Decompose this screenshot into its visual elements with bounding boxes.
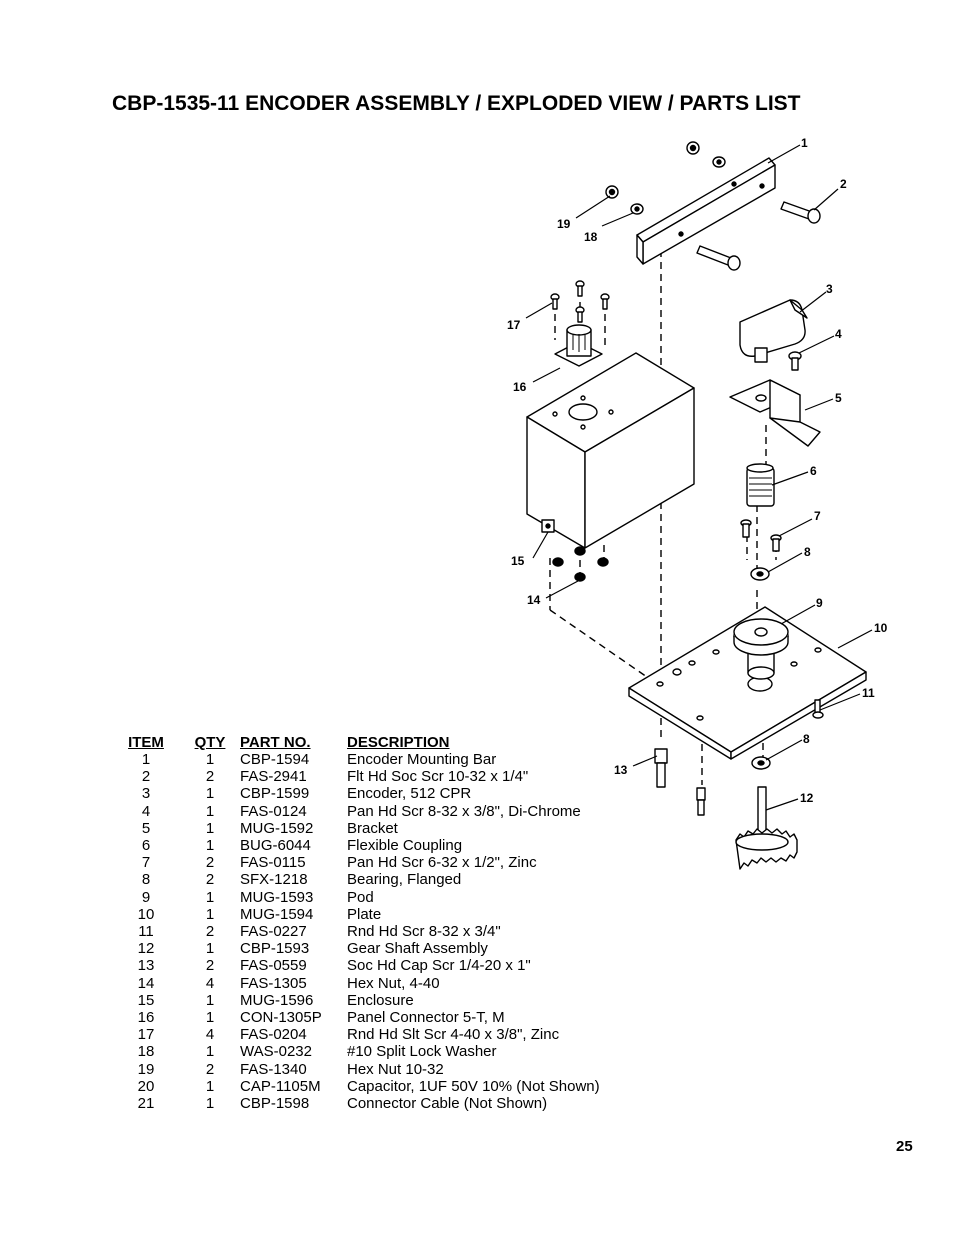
callout-label: 17	[507, 318, 521, 332]
table-row	[112, 1026, 600, 1043]
qty-cell: 1	[205, 1043, 215, 1061]
qty-cell: 1	[205, 837, 215, 855]
qty-cell: 1	[205, 1077, 215, 1095]
enclosure	[527, 353, 694, 548]
qty-cell: 2	[205, 854, 215, 872]
item-cell: 9	[141, 888, 151, 906]
description-cell: Encoder, 512 CPR	[347, 785, 472, 803]
part-no-cell: CBP-1599	[240, 785, 310, 803]
item-cell: 15	[137, 991, 155, 1009]
parts-list-body	[112, 751, 600, 1112]
description-cell: Bracket	[347, 819, 398, 837]
qty-cell: 2	[205, 923, 215, 941]
panel-connector	[555, 325, 602, 366]
flexible-coupling	[747, 464, 774, 506]
description-cell: Gear Shaft Assembly	[347, 940, 488, 958]
table-row	[112, 1078, 600, 1095]
item-cell: 3	[141, 785, 151, 803]
item-cell: 10	[137, 905, 155, 923]
description-cell: Rnd Hd Scr 8-32 x 3/4"	[347, 923, 501, 941]
callout-label: 1	[801, 136, 808, 150]
callout-label: 14	[527, 593, 541, 607]
item-cell: 16	[137, 1009, 155, 1027]
table-row	[112, 820, 600, 837]
parts-list-header	[112, 734, 600, 751]
qty-cell: 1	[205, 1095, 215, 1113]
qty-cell: 4	[205, 1026, 215, 1044]
part-no-cell: FAS-0124	[240, 802, 307, 820]
description-header: DESCRIPTION	[347, 734, 450, 751]
qty-cell: 4	[205, 974, 215, 992]
item-cell: 19	[137, 1060, 155, 1078]
part-no-cell: MUG-1594	[240, 905, 314, 923]
page-title: CBP-1535-11 ENCODER ASSEMBLY / EXPLODED VIEW / PARTS LIST	[112, 92, 801, 115]
table-row	[112, 751, 600, 768]
part-no-cell: FAS-0204	[240, 1026, 307, 1044]
table-row	[112, 1095, 600, 1112]
item-cell: 8	[141, 871, 151, 889]
callout-label: 3	[826, 282, 833, 296]
part-no-cell: FAS-0559	[240, 957, 307, 975]
part-no-cell: CBP-1594	[240, 751, 310, 768]
description-cell: Connector Cable (Not Shown)	[347, 1095, 548, 1113]
item-cell: 14	[137, 974, 155, 992]
item-cell: 5	[141, 819, 151, 837]
socket-head-cap-screw	[655, 749, 705, 815]
part-no-cell: MUG-1593	[240, 888, 314, 906]
part-no-cell: BUG-6044	[240, 837, 311, 855]
callout-label: 10	[874, 621, 888, 635]
description-cell: Bearing, Flanged	[347, 871, 462, 889]
item-cell: 20	[137, 1077, 155, 1095]
part-no-cell: WAS-0232	[240, 1043, 312, 1061]
item-cell: 2	[141, 768, 151, 786]
callout-label: 16	[513, 380, 527, 394]
callout-label: 2	[840, 177, 847, 191]
qty-cell: 1	[205, 819, 215, 837]
table-row	[112, 854, 600, 871]
description-cell: Soc Hd Cap Scr 1/4-20 x 1"	[347, 957, 531, 975]
table-row	[112, 906, 600, 923]
callout-label: 18	[584, 230, 598, 244]
part-no-cell: CAP-1105M	[240, 1077, 321, 1095]
description-cell: Pod	[347, 888, 374, 906]
hex-nut-10-32	[606, 142, 699, 198]
description-cell: Rnd Hd Slt Scr 4-40 x 3/8", Zinc	[347, 1026, 560, 1044]
part-no-cell: FAS-1340	[240, 1060, 307, 1078]
callout-label: 5	[835, 391, 842, 405]
qty-cell: 1	[205, 888, 215, 906]
part-no-cell: MUG-1592	[240, 819, 314, 837]
table-row	[112, 1009, 600, 1026]
bracket	[730, 380, 820, 446]
round-head-slotted-screw	[551, 281, 609, 322]
qty-cell: 2	[205, 1060, 215, 1078]
item-cell: 1	[141, 751, 151, 768]
description-cell: Hex Nut, 4-40	[347, 974, 440, 992]
part-no-header: PART NO.	[240, 734, 311, 751]
callout-label: 11	[862, 686, 875, 700]
qty-cell: 2	[205, 957, 215, 975]
part-no-cell: CON-1305P	[240, 1009, 322, 1027]
table-row	[112, 803, 600, 820]
callout-label: 13	[614, 763, 628, 777]
item-cell: 17	[137, 1026, 155, 1044]
description-cell: Flexible Coupling	[347, 837, 463, 855]
description-cell: Enclosure	[347, 991, 414, 1009]
parts-list-table	[112, 734, 600, 1112]
description-cell: Plate	[347, 905, 382, 923]
pan-head-screw-6-32	[741, 520, 781, 551]
table-row	[112, 940, 600, 957]
qty-cell: 1	[205, 991, 215, 1009]
table-row	[112, 871, 600, 888]
qty-header: QTY	[194, 734, 226, 751]
description-cell: Hex Nut 10-32	[347, 1060, 444, 1078]
part-no-cell: SFX-1218	[240, 871, 308, 889]
callout-label: 19	[557, 217, 571, 231]
qty-cell: 2	[205, 768, 215, 786]
item-cell: 6	[141, 837, 151, 855]
item-cell: 13	[137, 957, 155, 975]
description-cell: Panel Connector 5-T, M	[347, 1009, 505, 1027]
table-row	[112, 1043, 600, 1060]
table-row	[112, 889, 600, 906]
callout-label: 4	[835, 327, 842, 341]
item-cell: 7	[141, 854, 151, 872]
qty-cell: 1	[205, 751, 215, 768]
page-number: 25	[896, 1138, 913, 1155]
table-row	[112, 768, 600, 785]
description-cell: #10 Split Lock Washer	[347, 1043, 497, 1061]
callout-label: 8	[803, 732, 810, 746]
table-row	[112, 1061, 600, 1078]
part-no-cell: FAS-0227	[240, 923, 307, 941]
part-no-cell: CBP-1598	[240, 1095, 310, 1113]
qty-cell: 2	[205, 871, 215, 889]
table-row	[112, 923, 600, 940]
qty-cell: 1	[205, 802, 215, 820]
table-row	[112, 992, 600, 1009]
qty-cell: 1	[205, 1009, 215, 1027]
description-cell: Pan Hd Scr 8-32 x 3/8", Di-Chrome	[347, 802, 581, 820]
callout-label: 12	[800, 791, 814, 805]
qty-cell: 1	[205, 905, 215, 923]
item-cell: 11	[138, 923, 154, 941]
callout-label: 6	[810, 464, 817, 478]
item-cell: 18	[137, 1043, 155, 1061]
part-no-cell: FAS-2941	[240, 768, 307, 786]
callout-label: 7	[814, 509, 821, 523]
description-cell: Encoder Mounting Bar	[347, 751, 497, 768]
table-row	[112, 957, 600, 974]
part-no-cell: FAS-0115	[240, 854, 306, 872]
description-cell: Flt Hd Soc Scr 10-32 x 1/4"	[347, 768, 529, 786]
part-no-cell: FAS-1305	[240, 974, 307, 992]
callout-label: 8	[804, 545, 811, 559]
gear-shaft-assembly	[736, 787, 797, 869]
qty-cell: 1	[205, 785, 215, 803]
table-row	[112, 975, 600, 992]
bearing-flanged-top	[751, 568, 769, 580]
table-row	[112, 785, 600, 802]
part-no-cell: MUG-1596	[240, 991, 314, 1009]
qty-cell: 1	[205, 940, 215, 958]
item-cell: 4	[141, 802, 151, 820]
part-no-cell: CBP-1593	[240, 940, 310, 958]
item-cell: 21	[137, 1095, 155, 1113]
description-cell: Capacitor, 1UF 50V 10% (Not Shown)	[347, 1077, 600, 1095]
table-row	[112, 837, 600, 854]
callout-label: 9	[816, 596, 823, 610]
callout-label: 15	[511, 554, 525, 568]
item-header: ITEM	[128, 734, 164, 751]
description-cell: Pan Hd Scr 6-32 x 1/2", Zinc	[347, 854, 537, 872]
pan-head-screw	[789, 352, 801, 370]
item-cell: 12	[137, 940, 155, 958]
